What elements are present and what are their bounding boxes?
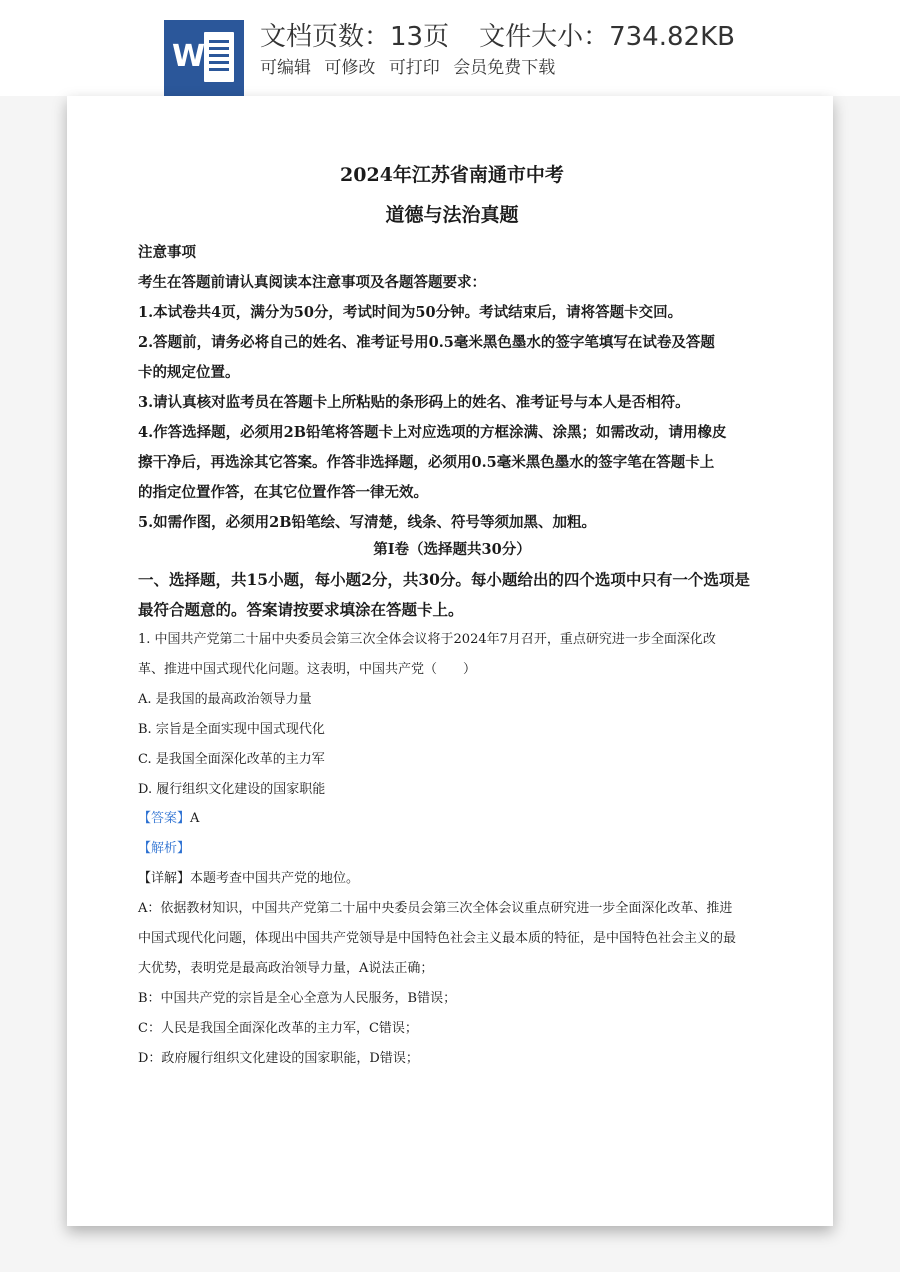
feature-tags	[260, 56, 563, 80]
word-document-icon	[164, 20, 244, 96]
notes-line: 2.答题前，请务必将自己的姓名、准考证号用0.5毫米黑色墨水的签字笔填写在试卷及答题	[138, 334, 715, 351]
file-info	[260, 20, 735, 54]
part-heading-line: 最符合题意的。答案请按要求填涂在答题卡上。	[138, 600, 464, 619]
exam-title: 2024年江苏省南通市中考	[340, 164, 564, 186]
analysis-line: D：政府履行组织文化建设的国家职能，D错误；	[138, 1051, 419, 1066]
analysis-line: A：依据教材知识，中国共产党第二十届中央委员会第三次全体会议重点研究进一步全面深化改革、推进	[138, 901, 733, 916]
part-heading-line: 一、选择题，共15小题，每小题2分，共30分。每小题给出的四个选项中只有一个选项是	[138, 570, 750, 589]
analysis-tag: 【解析】	[138, 841, 191, 856]
analysis-line: C：人民是我国全面深化改革的主力军，C错误；	[138, 1021, 418, 1036]
exam-notes	[138, 238, 766, 538]
file-size-label: 文件大小：734.82KB	[479, 22, 735, 52]
option-d: D. 履行组织文化建设的国家职能	[138, 782, 326, 797]
answer-value: A	[190, 811, 200, 826]
answer-block	[138, 804, 766, 864]
notes-line: 5.如需作图，必须用2B铅笔绘、写清楚，线条、符号等须加黑、加粗。	[138, 514, 596, 531]
notes-line: 4.作答选择题，必须用2B铅笔将答题卡上对应选项的方框涂满、涂黑；如需改动，请用橡皮	[138, 424, 727, 441]
option-a: A. 是我国的最高政治领导力量	[138, 692, 312, 707]
part-heading	[138, 565, 766, 625]
tag-member-free-download: 会员免费下载	[453, 58, 556, 78]
notes-line: 1.本试卷共4页，满分为50分，考试时间为50分钟。考试结束后，请将答题卡交回。	[138, 304, 683, 321]
question-stem-line: 1. 中国共产党第二十届中央委员会第三次全体会议将于2024年7月召开，重点研究进一步全面深化改	[138, 632, 716, 647]
analysis-line: B：中国共产党的宗旨是全心全意为人民服务，B错误；	[138, 991, 457, 1006]
notes-line: 卡的规定位置。	[138, 364, 240, 381]
option-c: C. 是我国全面深化改革的主力军	[138, 752, 325, 767]
document-page	[67, 96, 833, 1226]
page-count-label: 文档页数：13页	[260, 22, 450, 52]
section-heading: 第Ⅰ卷（选择题共30分）	[373, 541, 531, 558]
answer-tag: 【答案】	[138, 811, 191, 826]
notes-line: 考生在答题前请认真阅读本注意事项及各题答题要求：	[138, 274, 486, 291]
document-sheet-shape	[204, 32, 234, 82]
notes-line: 的指定位置作答，在其它位置作答一律无效。	[138, 484, 428, 501]
tag-editable: 可编辑	[260, 58, 311, 78]
analysis-line: 【详解】本题考查中国共产党的地位。	[138, 871, 360, 886]
notes-line: 3.请认真核对监考员在答题卡上所粘贴的条形码上的姓名、准考证号与本人是否相符。	[138, 394, 690, 411]
tag-printable: 可打印	[388, 58, 440, 78]
question-stem-line: 革、推进中国式现代化问题。这表明，中国共产党（ ）	[138, 662, 477, 677]
notes-heading: 注意事项	[138, 244, 196, 261]
analysis-line: 中国式现代化问题，体现出中国共产党领导是中国特色社会主义最本质的特征，是中国特色社会主义的最	[138, 931, 737, 946]
analysis-line: 大优势，表明党是最高政治领导力量，A说法正确；	[138, 961, 434, 976]
header-banner	[0, 0, 900, 96]
analysis-block	[138, 864, 766, 1074]
answer-line	[138, 804, 766, 834]
word-letter: W	[172, 39, 206, 74]
analysis-tag-line	[138, 834, 766, 864]
option-b: B. 宗旨是全面实现中国式现代化	[138, 722, 325, 737]
exam-subject: 道德与法治真题	[385, 204, 519, 226]
question-1	[138, 625, 766, 805]
notes-line: 擦干净后，再选涂其它答案。作答非选择题，必须用0.5毫米黑色墨水的签字笔在答题卡上	[138, 454, 715, 471]
tag-modifiable: 可修改	[324, 58, 376, 78]
